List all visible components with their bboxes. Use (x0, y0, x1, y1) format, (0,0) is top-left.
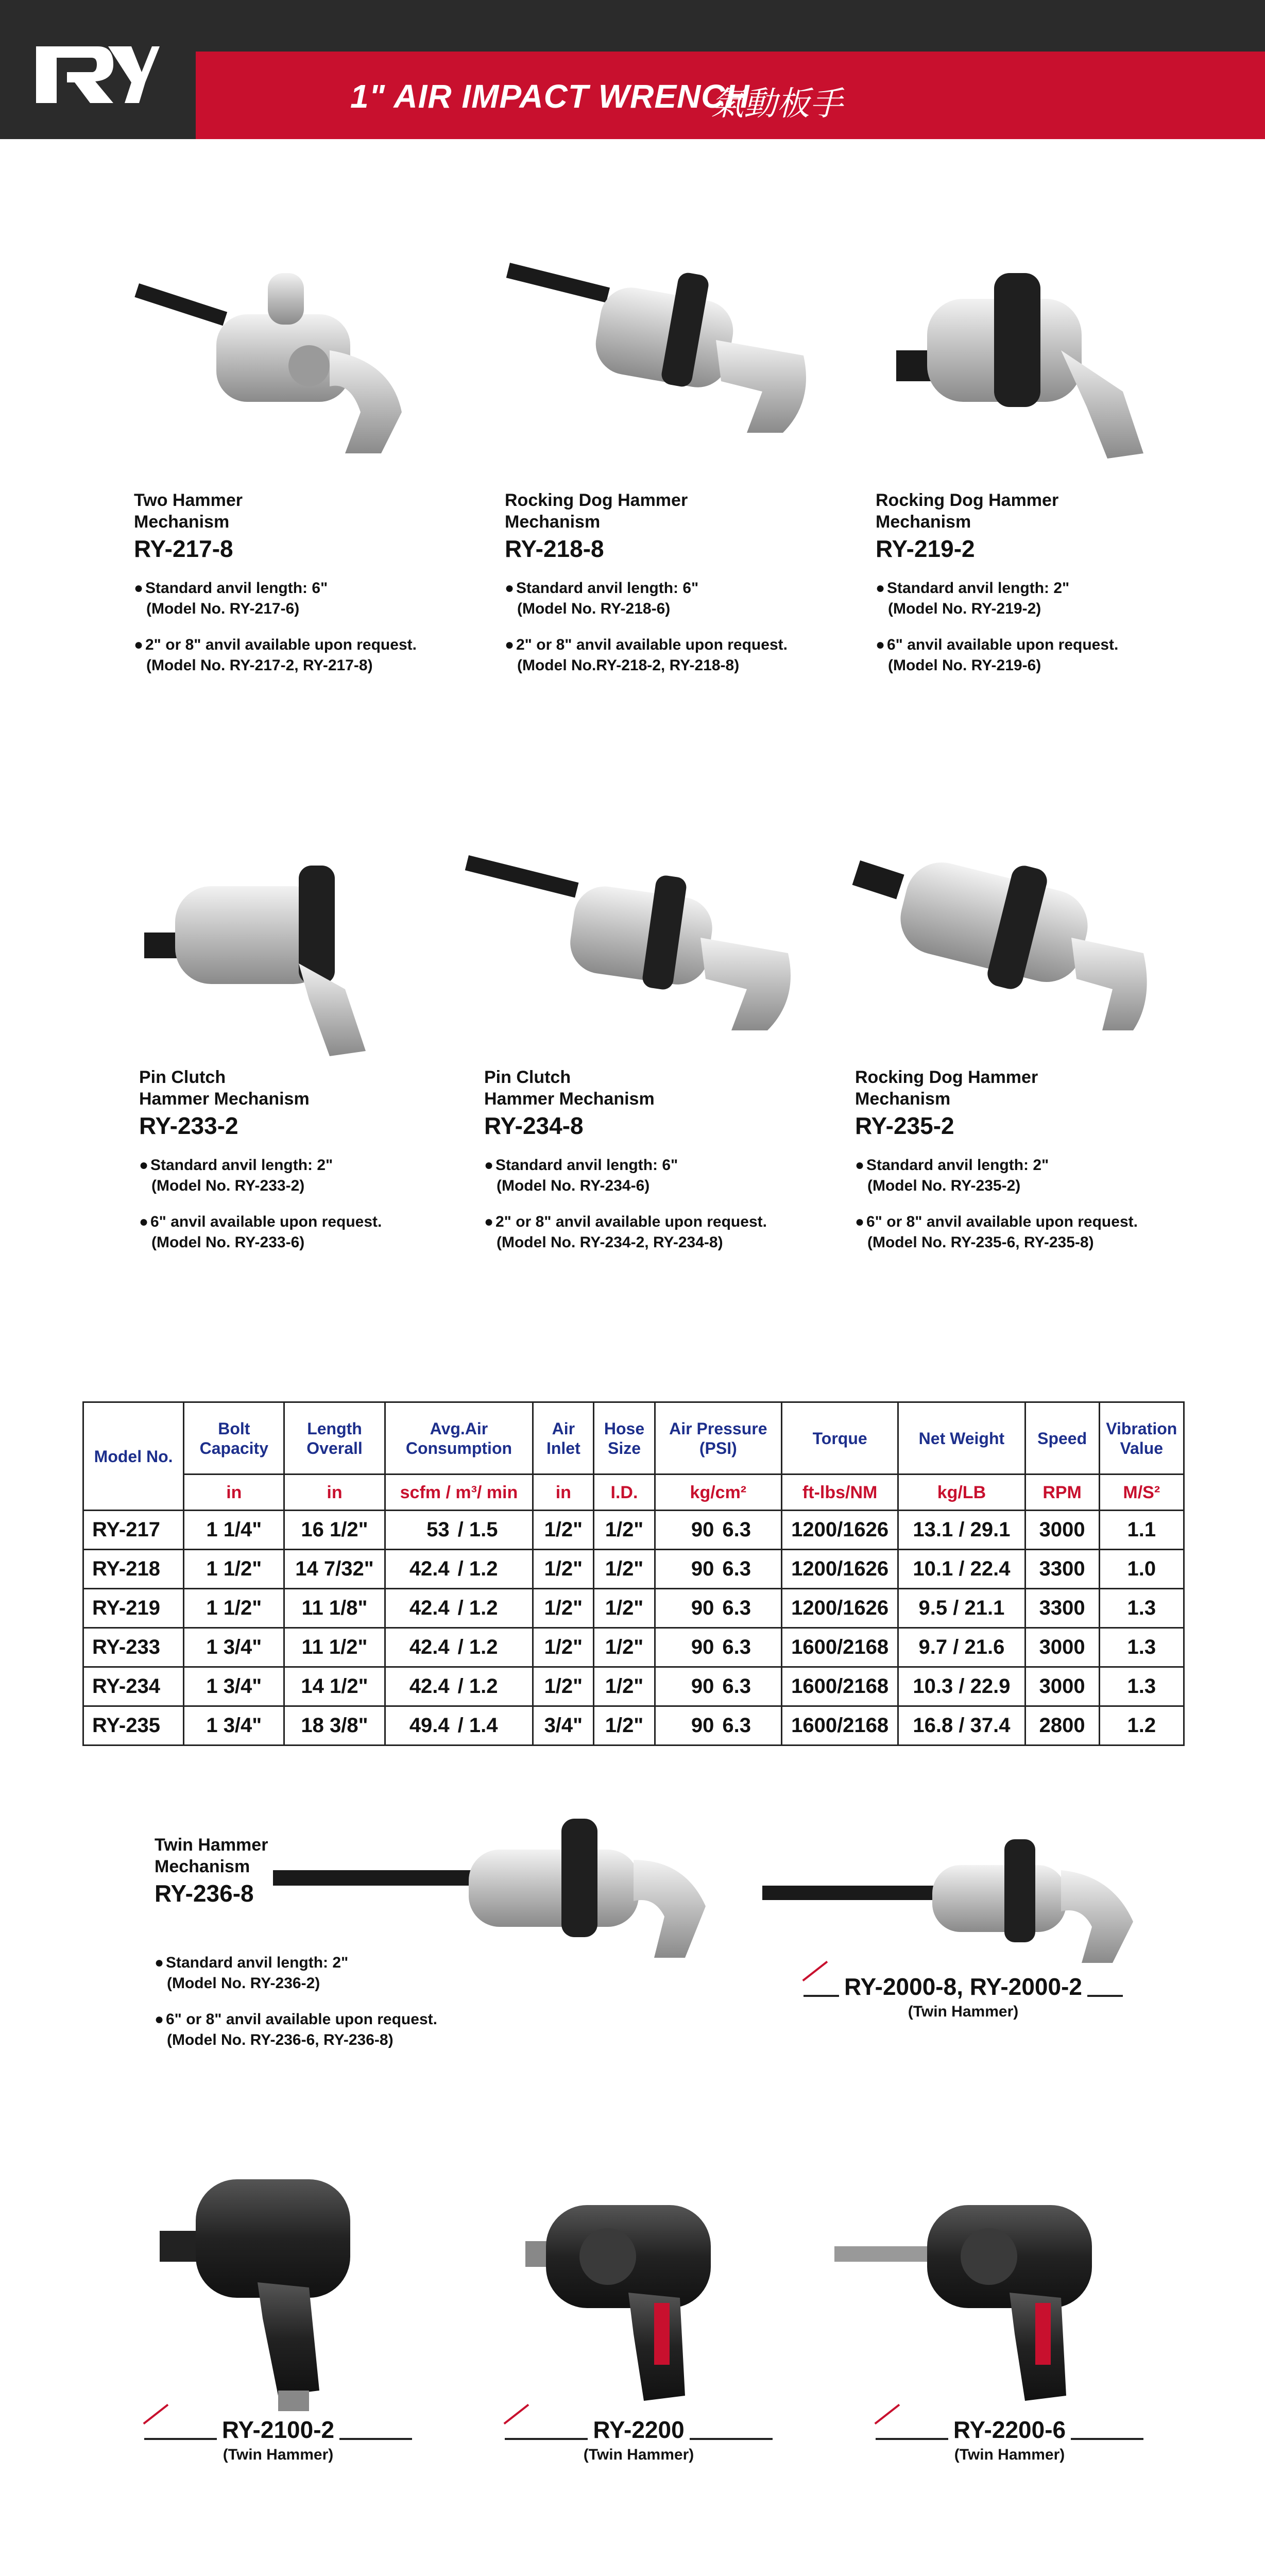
caption-ry-2200: RY-2200 (Twin Hammer) (505, 2416, 773, 2464)
product-ry-235-2 (845, 835, 1216, 1273)
table-cell: 1200/1626 (782, 1511, 898, 1550)
table-cell: 14 1/2" (284, 1667, 385, 1706)
table-cell: 1/2" (533, 1628, 594, 1667)
table-cell: 90 (655, 1706, 718, 1745)
th-air-inlet: Air Inlet (533, 1402, 594, 1475)
table-cell: 1.0 (1099, 1550, 1184, 1589)
table-cell: / 1.2 (454, 1628, 533, 1667)
spec-table-1-body (83, 1511, 1184, 1745)
table-cell: / 1.5 (454, 1511, 533, 1550)
table-cell: 1200/1626 (782, 1589, 898, 1628)
caption-ry-2200-6: RY-2200-6 (Twin Hammer) (876, 2416, 1143, 2464)
product-info: Rocking Dog Hammer Mechanism RY-235-2 ● Standard anvil length: 2" (Model No. RY-235-2) ● 6" or 8" anvil available upon request. (Model No. RY-235-6, RY-235-8) (855, 1066, 1216, 1268)
product-info: Two Hammer Mechanism RY-217-8 ● Standard anvil length: 6" (Model No. RY-217-6) ● 2" or 8" anvil available upon request. (Model No. RY-217-2, RY-217-8) (134, 489, 464, 691)
table-cell: 6.3 (718, 1511, 781, 1550)
table-cell: 9.7 / 21.6 (898, 1628, 1025, 1667)
table-cell: 10.3 / 22.9 (898, 1667, 1025, 1706)
th-length-overall: Length Overall (284, 1402, 385, 1475)
table-cell: 10.1 / 22.4 (898, 1550, 1025, 1589)
table-cell: 42.4 (385, 1628, 454, 1667)
cell-model: RY-218 (83, 1550, 184, 1589)
table-cell: 2800 (1025, 1706, 1099, 1745)
table-cell: 90 (655, 1511, 718, 1550)
table-cell: 3000 (1025, 1511, 1099, 1550)
cell-model: RY-219 (83, 1589, 184, 1628)
wrench-photo-icon (129, 835, 417, 1066)
page-title: 1" AIR IMPACT WRENCH (350, 78, 750, 115)
table-cell: 42.4 (385, 1550, 454, 1589)
product-info: Rocking Dog Hammer Mechanism RY-218-8 ● Standard anvil length: 6" (Model No. RY-218-6) ● 2" or 8" anvil available upon request. (Model No.RY-218-2, RY-218-8) (505, 489, 855, 691)
table-cell: 1600/2168 (782, 1667, 898, 1706)
cell-model: RY-234 (83, 1667, 184, 1706)
table-cell: 90 (655, 1667, 718, 1706)
table-cell: 90 (655, 1550, 718, 1589)
spec-table-1: Model No. Bolt Capacity Length Overall Avg.Air Consumption Air Inlet Hose Size Air Pressure (PSI) Torque Net Weight Speed Vibration Value in in scfm / m³/ min in I.D. kg/cm² ft-lbs/NM kg/LB RPM M/S² RY-217 1 1/4" 16 1/2" 53 / 1.5 1/2" 1/2" 90 6.3 1200/1626 13.1 / 29.1 3000 1.1 RY-218 1 1/2" 14 7/32" 42.4 / 1.2 1/2" 1/2" 90 6.3 1200/1626 10.1 / 22.4 3300 1.0 RY-219 1 1/2" 11 1/8" 42.4 / 1.2 1/2" 1/2" 90 6.3 1200/1626 9.5 / 21.1 3300 1.3 RY-233 1 3/4" 11 1/2" 42.4 / 1.2 1/2" 1/2" 90 6.3 1600/2168 9.7 / 21.6 3000 1.3 RY-234 1 3/4" 14 1/2" 42.4 / 1.2 1/2" 1/2" 90 6.3 1600/2168 10.3 / 22.9 3000 1.3 RY-235 1 3/4" 18 3/8" 49.4 / 1.4 3/4" 1/2" 90 6.3 1600/2168 16.8 / 37.4 2800 1.2 (82, 1401, 1185, 1746)
th-hose-size: Hose Size (594, 1402, 655, 1475)
product-ry-218-8 (494, 237, 855, 675)
product-ry-217-8 (124, 237, 464, 675)
table-cell: 1.2 (1099, 1706, 1184, 1745)
caption-ry-2000: RY-2000-8, RY-2000-2 (Twin Hammer) (804, 1973, 1123, 2021)
table-row (83, 1628, 1184, 1667)
table-cell: 14 7/32" (284, 1550, 385, 1589)
table-cell: 1600/2168 (782, 1706, 898, 1745)
model-number: RY-219-2 (876, 535, 975, 562)
caption-ry-2100-2: RY-2100-2 (Twin Hammer) (144, 2416, 412, 2464)
brand-logo (0, 0, 196, 139)
table-cell: 49.4 (385, 1706, 454, 1745)
product-info: Twin Hammer Mechanism RY-236-8 (155, 1834, 412, 1907)
wrench-photo-ry-2200 (515, 2179, 742, 2406)
table-cell: 1 1/2" (184, 1589, 284, 1628)
table-cell: 90 (655, 1589, 718, 1628)
table-cell: 18 3/8" (284, 1706, 385, 1745)
table-cell: / 1.2 (454, 1550, 533, 1589)
table-cell: 13.1 / 29.1 (898, 1511, 1025, 1550)
th-vibration: Vibration Value (1099, 1402, 1184, 1475)
th-air-consumption: Avg.Air Consumption (385, 1402, 533, 1475)
model-number: RY-236-8 (155, 1880, 254, 1907)
th-bolt-capacity: Bolt Capacity (184, 1402, 284, 1475)
product-ry-236-8 (155, 1803, 721, 2092)
th-air-pressure: Air Pressure (PSI) (655, 1402, 782, 1475)
table-cell: 1.3 (1099, 1589, 1184, 1628)
th-net-weight: Net Weight (898, 1402, 1025, 1475)
table-cell: 1/2" (594, 1589, 655, 1628)
table-cell: 1/2" (594, 1511, 655, 1550)
table-cell: 1 1/2" (184, 1550, 284, 1589)
table-cell: 53 (385, 1511, 454, 1550)
th-model: Model No. (83, 1402, 184, 1511)
product-info: Pin Clutch Hammer Mechanism RY-234-8 ● Standard anvil length: 6" (Model No. RY-234-6) ● 2" or 8" anvil available upon request. (Model No. RY-234-2, RY-234-8) (484, 1066, 834, 1268)
table-cell: 6.3 (718, 1628, 781, 1667)
table-row (83, 1667, 1184, 1706)
wrench-photo-icon (845, 835, 1174, 1066)
table-cell: 3300 (1025, 1550, 1099, 1589)
table-cell: 6.3 (718, 1706, 781, 1745)
table-cell: 11 1/2" (284, 1628, 385, 1667)
table-cell: 11 1/8" (284, 1589, 385, 1628)
table-cell: 1.3 (1099, 1628, 1184, 1667)
model-number: RY-217-8 (134, 535, 233, 562)
table-cell: 1600/2168 (782, 1628, 898, 1667)
product-notes: ● Standard anvil length: 2" (Model No. RY-236-2) ● 6" or 8" anvil available upon request. (Model No. RY-236-6, RY-236-8) (155, 1954, 437, 2048)
table-cell: 1 1/4" (184, 1511, 284, 1550)
table-cell: 3000 (1025, 1628, 1099, 1667)
table-cell: 1/2" (594, 1550, 655, 1589)
model-number: RY-235-2 (855, 1112, 954, 1139)
wrench-photo-ry-2200-6 (834, 2179, 1123, 2406)
page-header (0, 0, 1265, 139)
page-title-chinese: 氣動板手 (711, 85, 843, 123)
table-cell: 1/2" (533, 1589, 594, 1628)
cell-model: RY-217 (83, 1511, 184, 1550)
table-cell: 1.3 (1099, 1667, 1184, 1706)
table-cell: 90 (655, 1628, 718, 1667)
wrench-photo-icon (124, 237, 433, 484)
model-number: RY-234-8 (484, 1112, 584, 1139)
model-number: RY-233-2 (139, 1112, 238, 1139)
table-cell: 9.5 / 21.1 (898, 1589, 1025, 1628)
table-cell: 16 1/2" (284, 1511, 385, 1550)
table-cell: 16.8 / 37.4 (898, 1706, 1025, 1745)
table-cell: 1 3/4" (184, 1706, 284, 1745)
product-ry-233-2 (129, 835, 469, 1273)
table-row (83, 1550, 1184, 1589)
ry-logo-icon (36, 41, 160, 108)
table-row (83, 1589, 1184, 1628)
wrench-photo-ry-2000 (762, 1819, 1154, 1973)
table-cell: 1 3/4" (184, 1667, 284, 1706)
table-row (83, 1511, 1184, 1550)
product-info: Pin Clutch Hammer Mechanism RY-233-2 ● Standard anvil length: 2" (Model No. RY-233-2) ● 6" anvil available upon request. (Model No. RY-233-6) (139, 1066, 469, 1268)
product-ry-234-8 (464, 835, 834, 1273)
cell-model: RY-233 (83, 1628, 184, 1667)
product-ry-219-2 (865, 237, 1216, 675)
table-cell: / 1.2 (454, 1589, 533, 1628)
table-cell: 1/2" (594, 1667, 655, 1706)
table-cell: / 1.4 (454, 1706, 533, 1745)
table-cell: 6.3 (718, 1667, 781, 1706)
table-cell: 42.4 (385, 1589, 454, 1628)
table-cell: 1/2" (533, 1511, 594, 1550)
th-speed: Speed (1025, 1402, 1099, 1475)
table-cell: 6.3 (718, 1550, 781, 1589)
cell-model: RY-235 (83, 1706, 184, 1745)
table-cell: 3300 (1025, 1589, 1099, 1628)
table-cell: 1/2" (533, 1667, 594, 1706)
wrench-photo-icon (464, 835, 814, 1066)
model-number: RY-218-8 (505, 535, 604, 562)
wrench-photo-icon (865, 237, 1174, 484)
table-cell: 1.1 (1099, 1511, 1184, 1550)
table-cell: 1200/1626 (782, 1550, 898, 1589)
wrench-photo-icon (494, 237, 824, 484)
wrench-photo-ry-2100-2 (155, 2148, 391, 2416)
table-cell: 1/2" (594, 1706, 655, 1745)
table-cell: 3/4" (533, 1706, 594, 1745)
table-cell: / 1.2 (454, 1667, 533, 1706)
table-cell: 1/2" (533, 1550, 594, 1589)
table-cell: 3000 (1025, 1667, 1099, 1706)
table-row (83, 1706, 1184, 1745)
table-cell: 42.4 (385, 1667, 454, 1706)
product-info: Rocking Dog Hammer Mechanism RY-219-2 ● Standard anvil length: 2" (Model No. RY-219-2) ● 6" anvil available upon request. (Model No. RY-219-6) (876, 489, 1216, 691)
th-torque: Torque (782, 1402, 898, 1475)
table-cell: 1/2" (594, 1628, 655, 1667)
table-cell: 1 3/4" (184, 1628, 284, 1667)
table-cell: 6.3 (718, 1589, 781, 1628)
